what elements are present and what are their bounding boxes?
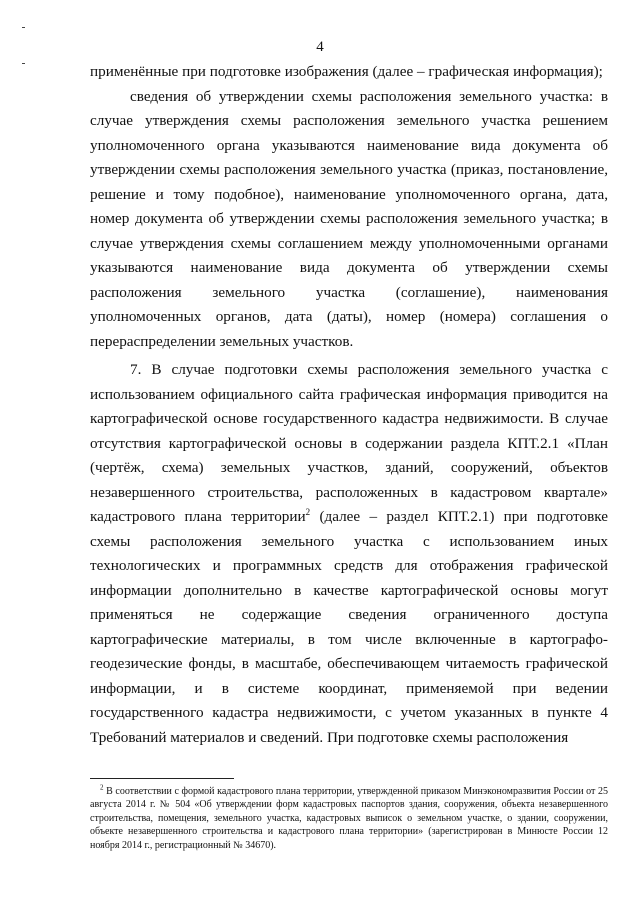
footnote-separator <box>90 778 234 779</box>
footnote-reference: 2 <box>305 506 311 517</box>
footnote-text: В соответствии с формой кадастрового плана территории, утвержденной приказом Минэкономразвития России от 25 августа 2014 г. № 504 «Об утверждении форм кадастровых паспортов здания, сооружения, объекта незавершенного строительства, помещения, земельного участка, кадастровых выписок о земельном участке, о здании, сооружении, объекте незавершенного строительства и кадастрового плана территории» (зарегистрирован в Минюсте России 12 ноября 2014 г., регистрационный № 34670). <box>90 786 608 851</box>
paragraph-graphic-info-continuation: применённые при подготовке изображения (далее – графическая информация); <box>90 63 603 80</box>
body-text <box>90 60 608 750</box>
paragraph-7-text-part2: (далее – раздел КПТ.2.1) при подготовке схемы расположения земельного участка с использованием иных технологических и программных средств для отображения графической информации дополнительно в качестве картографической основы могут применяться не содержащие сведения ограниченного доступа картографические материалы, в том числе включенные в картографо-геодезические фонды, в масштабе, обеспечивающем читаемость графической информации, и в системе координат, применяемой при ведении государственного кадастра недвижимости, с учетом указанных в пункте 4 Требований материалов и сведений. При подготовке схемы расположения <box>90 508 608 746</box>
scan-artifact-mark <box>22 63 25 64</box>
page-number: 4 <box>316 39 324 55</box>
footnote-marker: 2 <box>100 783 104 792</box>
paragraph-7 <box>90 358 608 750</box>
footnote <box>90 785 608 852</box>
scan-artifact-mark <box>22 27 25 28</box>
paragraph-approval-info: сведения об утверждении схемы расположения земельного участка: в случае утверждения схемы расположения земельного участка решением уполномоченного органа указываются наименование вида документа об утверждении схемы расположения земельного участка (приказ, постановление, решение и тому подобное), наименование уполномоченного органа, дата, номер документа об утверждении схемы расположения земельного участка; в случае утверждения схемы соглашением между уполномоченными органами указываются наименование вида документа об утверждении схемы расположения земельного участка (соглашение), наименования уполномоченных органов, дата (даты), номер (номера) соглашения о перераспределении земельных участков. <box>90 87 608 350</box>
paragraph-7-text-part1: 7. В случае подготовки схемы расположения земельного участка с использованием официального сайта графическая информация приводится на картографической основе государственного кадастра недвижимости. В случае отсутствия картографической основы в содержании раздела КПТ.2.1 «План (чертёж, схема) земельных участков, зданий, сооружений, объектов незавершенного строительства, расположенных в кадастровом квартале» кадастрового плана территории <box>90 361 608 525</box>
